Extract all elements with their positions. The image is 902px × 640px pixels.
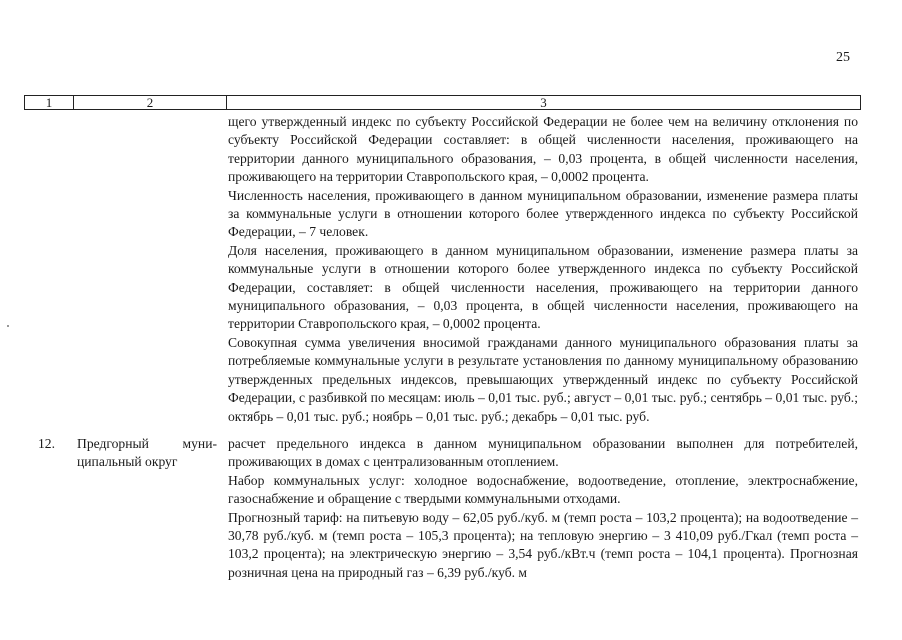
municipality-name-line2: ципальный округ (77, 454, 178, 470)
paragraph: Численность населения, проживающего в данном муниципальном образовании, изменение размера платы за коммунальные услуги в отношении которого более утвержденного индекса по субъекту Российской Федерации, – 7 человек. (228, 187, 858, 240)
column-header-3: 3 (540, 95, 547, 110)
paragraph: Прогнозный тариф: на питьевую воду – 62,05 руб./куб. м (темп роста – 103,2 процента); на водоотведение – 30,78 руб./куб. м (темп роста – 105,3 процента); на тепловую энергию – 3 410,09 руб./Гкал (темп роста – 103,2 процента); на электрическую энергию – 3,54 руб./кВт.ч (темп роста – 104,1 процента). Прогнозная розничная цена на природный газ – 6,39 руб./куб. м (228, 509, 858, 580)
table-header-row (24, 95, 861, 110)
municipality-name-line1: Предгорный муни- (77, 436, 217, 451)
page-number: 25 (836, 50, 850, 65)
continued-cell-text (228, 113, 858, 426)
paragraph: Доля населения, проживающего в данном муниципальном образовании, изменение размера платы за коммунальные услуги в отношении которого более утвержденного индекса по субъекту Российской Федерации, составляет: в общей численности населения, проживающего на территории данного муниципального образования, – 0,03 процента, в общей численности населения, проживающего на территории Ставропольского края, – 0,0002 процента. (228, 242, 858, 332)
paragraph: Набор коммунальных услуг: холодное водоснабжение, водоотведение, отопление, электроснабжение, газоснабжение и обращение с твердыми коммунальными отходами. (228, 472, 858, 507)
column-header-1: 1 (25, 96, 74, 109)
paragraph: Совокупная сумма увеличения вносимой гражданами данного муниципального образования платы за потребляемые коммунальные услуги в результате установления по данному муниципальному образованию утвержденных предельных индексов, превышающих утвержденный индекс по субъекту Российской Федерации, с разбивкой по месяцам: июль – 0,01 тыс. руб.; август – 0,01 тыс. руб.; сентябрь – 0,01 тыс. руб.; октябрь – 0,01 тыс. руб.; ноябрь – 0,01 тыс. руб.; декабрь – 0,01 тыс. руб. (228, 334, 858, 424)
scan-speck (7, 325, 9, 327)
column-header-2: 2 (74, 96, 227, 109)
municipality-name (77, 435, 217, 472)
paragraph: щего утвержденный индекс по субъекту Российской Федерации не более чем на величину отклонения по субъекту Российской Федерации составляет: в общей численности населения, проживающего на территории данного муниципального образования, – 0,03 процента, в общей численности населения, проживающего на территории Ставропольского края, – 0,0002 процента. (228, 114, 858, 185)
row-12-text (228, 435, 858, 582)
paragraph: расчет предельного индекса в данном муниципальном образовании выполнен для потребителей, проживающих в домах с централизованным отоплением. (228, 436, 858, 470)
row-number: 12. (38, 436, 55, 451)
